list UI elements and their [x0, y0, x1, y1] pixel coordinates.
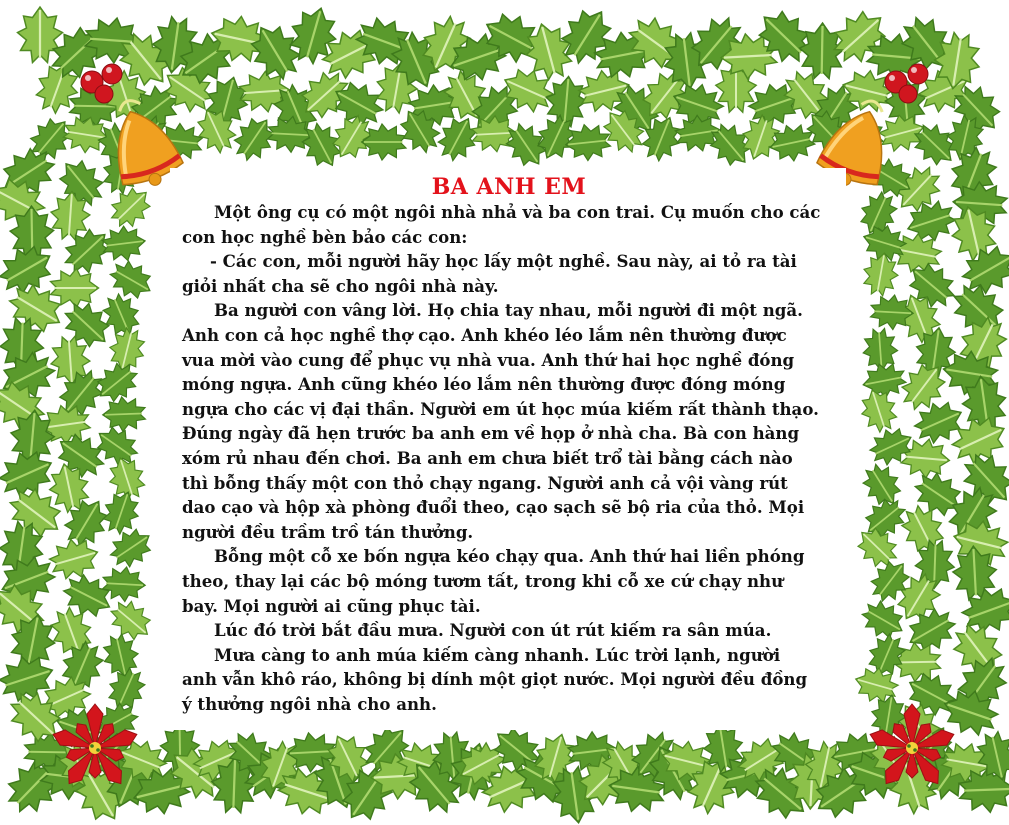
holly-leaf — [102, 566, 146, 603]
story-paragraph — [182, 249, 836, 298]
story-line: giỏi nhất cha sẽ cho ngôi nhà này. — [182, 275, 499, 296]
story-line: - Các con, mỗi người hãy học lấy một nghề. Sau này, ai tỏ ra tài — [210, 251, 797, 272]
story-line: Mưa càng to anh múa kiếm càng nhanh. Lúc trời lạnh, người — [214, 644, 781, 665]
story-line: ý thưởng ngôi nhà cho anh. — [182, 693, 437, 714]
holly-leaf — [99, 631, 142, 680]
story-body — [182, 200, 836, 716]
story-line: người đều trầm trồ tán thưởng. — [182, 521, 474, 542]
story-page — [170, 168, 846, 730]
story-line: ngựa cho các vị đại thần. Người em út học múa kiếm rất thành thạo. — [182, 398, 819, 419]
holly-leaf — [104, 254, 158, 305]
story-line: thì bỗng thấy một con thỏ chạy ngang. Người anh cả vội vàng rút — [182, 472, 788, 493]
story-line: Bỗng một cỗ xe bốn ngựa kéo chạy qua. Anh thứ hai liền phóng — [214, 546, 805, 567]
story-line: Ba người con vâng lời. Họ chia tay nhau, mỗi người đi một ngã. — [214, 300, 803, 321]
story-paragraph — [182, 618, 836, 643]
story-line: dao cạo và hộp xà phòng đuổi theo, cạo sạch sẽ bộ ria của thỏ. Mọi — [182, 497, 805, 518]
holly-leaf — [101, 224, 147, 263]
holly-leaf — [18, 7, 63, 63]
story-title: BA ANH EM — [431, 174, 587, 200]
story-line: Lúc đó trời bắt đầu mưa. Người con út rút kiếm ra sân múa. — [214, 620, 772, 641]
story-line: anh vẫn khô ráo, không bị dính một giọt nước. Mọi người đều đồng — [182, 669, 808, 690]
story-line: Anh con cả học nghề thợ cạo. Anh khéo léo lắm nên thường được — [182, 324, 787, 345]
holly-leaf — [860, 250, 901, 298]
holly-leaf — [544, 75, 589, 128]
story-line: Một ông cụ có một ngôi nhà nhả và ba con trai. Cụ muốn cho các — [214, 202, 821, 222]
story-line: bay. Mọi người ai cũng phục tài. — [182, 595, 481, 616]
holly-leaf — [102, 396, 146, 432]
holly-leaf — [799, 23, 845, 79]
story-line: theo, thay lại các bộ móng tươm tất, trong khi cỗ xe cứ chạy như — [182, 570, 784, 591]
story-line: xóm rủ nhau đến chơi. Ba anh em chưa biết trổ tài bằng cách nào — [182, 447, 793, 468]
story-line: móng ngựa. Anh cũng khéo léo lắm nên thường được đóng móng — [182, 374, 786, 395]
story-paragraph — [182, 298, 836, 544]
story-line: vua mời vào cung để phục vụ nhà vua. Anh thứ hai học nghề đóng — [182, 349, 795, 370]
holly-leaf — [362, 124, 406, 160]
story-paragraph — [182, 200, 836, 249]
holly-leaf — [564, 122, 612, 162]
holly-leaf — [51, 269, 99, 308]
story-paragraph — [182, 643, 836, 717]
holly-leaf — [856, 458, 908, 512]
story-paragraph — [182, 544, 836, 618]
story-line: con học nghề bèn bảo các con: — [182, 226, 468, 247]
story-line: Đúng ngày đã hẹn trước ba anh em về họp ở nhà cha. Bà con hàng — [182, 423, 800, 444]
